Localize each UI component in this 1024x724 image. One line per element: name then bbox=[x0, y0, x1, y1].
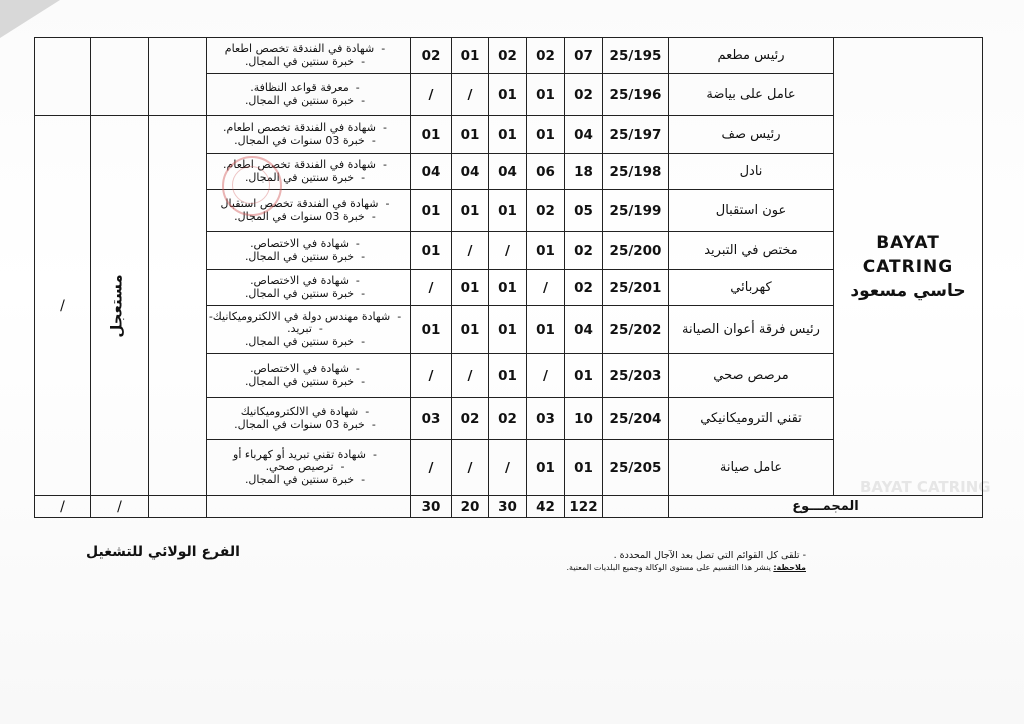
job-title: مختص في التبريد bbox=[669, 232, 834, 270]
count-cell: 18 bbox=[565, 154, 603, 190]
count-cell: 02 bbox=[565, 74, 603, 116]
job-title: مرصص صحي bbox=[669, 354, 834, 398]
count-cell: / bbox=[452, 232, 489, 270]
requirements bbox=[207, 398, 411, 440]
requirement-line: - معرفة قواعد النظافة. bbox=[207, 82, 410, 95]
company-name-line1: BAYAT bbox=[876, 232, 940, 253]
slash-cell: / bbox=[35, 116, 91, 496]
count-cell: 01 bbox=[527, 306, 565, 354]
requirements bbox=[207, 232, 411, 270]
requirement-line: - شهادة في الاختصاص. bbox=[207, 275, 410, 288]
empty-cell bbox=[149, 116, 207, 496]
count-cell: 01 bbox=[489, 190, 527, 232]
branch-signature: الفرع الولائي للتشغيل bbox=[86, 544, 240, 560]
note-label: ملاحظة: bbox=[773, 563, 806, 572]
job-title: عامل صيانة bbox=[669, 440, 834, 496]
count-cell: 04 bbox=[565, 116, 603, 154]
count-cell: 01 bbox=[489, 306, 527, 354]
requirements bbox=[207, 354, 411, 398]
company-name-line2: CATRING bbox=[862, 256, 954, 277]
notes-block bbox=[567, 550, 806, 574]
count-cell: 01 bbox=[452, 270, 489, 306]
requirement-line: - خبرة سنتين في المجال. bbox=[207, 376, 410, 389]
count-cell: / bbox=[411, 354, 452, 398]
count-cell: / bbox=[411, 270, 452, 306]
job-title: عامل على بياضة bbox=[669, 74, 834, 116]
folded-corner bbox=[0, 0, 60, 38]
offer-code: 25/204 bbox=[603, 398, 669, 440]
requirement-line: - خبرة سنتين في المجال. bbox=[207, 56, 410, 69]
count-cell: 01 bbox=[452, 306, 489, 354]
offer-code: 25/200 bbox=[603, 232, 669, 270]
note-text-1: تلقى كل القوائم التي تصل بعد الآجال المحددة . bbox=[613, 550, 800, 561]
total-count: 20 bbox=[452, 496, 489, 518]
requirement-line: - شهادة في الاختصاص. bbox=[207, 238, 410, 251]
requirement-line: - شهادة تقني تبريد أو كهرباء أو bbox=[207, 449, 410, 462]
count-cell: 01 bbox=[527, 116, 565, 154]
requirement-line: - خبرة 03 سنوات في المجال. bbox=[207, 135, 410, 148]
requirement-line: - خبرة 03 سنوات في المجال. bbox=[207, 419, 410, 432]
count-cell: 04 bbox=[565, 306, 603, 354]
requirement-line: - خبرة سنتين في المجال. bbox=[207, 288, 410, 301]
total-count: 122 bbox=[565, 496, 603, 518]
count-cell: 10 bbox=[565, 398, 603, 440]
requirement-line: - خبرة سنتين في المجال. bbox=[207, 172, 410, 185]
count-cell: 06 bbox=[527, 154, 565, 190]
count-cell: 01 bbox=[489, 354, 527, 398]
job-title: عون استقبال bbox=[669, 190, 834, 232]
count-cell: 01 bbox=[527, 232, 565, 270]
bleed-through-text: BAYAT CATRING bbox=[860, 478, 991, 496]
count-cell: / bbox=[411, 74, 452, 116]
count-cell: 04 bbox=[411, 154, 452, 190]
count-cell: 01 bbox=[411, 116, 452, 154]
note-text-2: ينشر هذا التقسيم على مستوى الوكالة وجميع البلديات المعنية. bbox=[566, 563, 771, 572]
requirement-line: - شهادة في الفندقة تخصص اطعام. bbox=[207, 159, 410, 172]
count-cell: / bbox=[452, 440, 489, 496]
job-title: نادل bbox=[669, 154, 834, 190]
requirements bbox=[207, 306, 411, 354]
requirement-line: - شهادة في الفندقة تخصص اطعام bbox=[207, 43, 410, 56]
total-slash: / bbox=[35, 496, 91, 518]
requirement-line: - خبرة سنتين في المجال. bbox=[207, 95, 410, 108]
count-cell: 01 bbox=[411, 190, 452, 232]
requirement-line: - خبرة سنتين في المجال. bbox=[207, 251, 410, 264]
count-cell: 07 bbox=[565, 38, 603, 74]
total-count: 42 bbox=[527, 496, 565, 518]
offer-code: 25/195 bbox=[603, 38, 669, 74]
offer-code: 25/199 bbox=[603, 190, 669, 232]
count-cell: 01 bbox=[411, 232, 452, 270]
count-cell: 01 bbox=[452, 38, 489, 74]
count-cell: 01 bbox=[452, 116, 489, 154]
count-cell: 03 bbox=[411, 398, 452, 440]
empty-cell bbox=[35, 38, 91, 116]
company-location: حاسي مسعود bbox=[850, 280, 966, 301]
count-cell: 02 bbox=[527, 190, 565, 232]
empty-cell bbox=[603, 496, 669, 518]
count-cell: 04 bbox=[489, 154, 527, 190]
count-cell: / bbox=[411, 440, 452, 496]
job-title: رئيس صف bbox=[669, 116, 834, 154]
count-cell: 01 bbox=[489, 116, 527, 154]
requirement-line: - شهادة في الاختصاص. bbox=[207, 363, 410, 376]
requirement-line: - خبرة سنتين في المجال. bbox=[207, 336, 410, 349]
count-cell: 02 bbox=[565, 270, 603, 306]
count-cell: 01 bbox=[489, 74, 527, 116]
requirement-line: - تبريد. bbox=[207, 323, 410, 336]
job-title: كهربائي bbox=[669, 270, 834, 306]
count-cell: 02 bbox=[565, 232, 603, 270]
count-cell: 02 bbox=[527, 38, 565, 74]
offer-code: 25/203 bbox=[603, 354, 669, 398]
empty-cell bbox=[149, 38, 207, 116]
requirement-line: - خبرة 03 سنوات في المجال. bbox=[207, 211, 410, 224]
count-cell: / bbox=[527, 354, 565, 398]
count-cell: / bbox=[489, 232, 527, 270]
note-line-2 bbox=[567, 562, 806, 574]
count-cell: 05 bbox=[565, 190, 603, 232]
offer-code: 25/196 bbox=[603, 74, 669, 116]
note-line-1: - تلقى كل القوائم التي تصل بعد الآجال المحددة . bbox=[613, 550, 806, 561]
requirements bbox=[207, 116, 411, 154]
count-cell: 02 bbox=[452, 398, 489, 440]
offer-code: 25/205 bbox=[603, 440, 669, 496]
offer-code: 25/197 bbox=[603, 116, 669, 154]
faded-stamp bbox=[222, 156, 282, 216]
job-title: رئيس مطعم bbox=[669, 38, 834, 74]
offer-code: 25/198 bbox=[603, 154, 669, 190]
count-cell: / bbox=[452, 354, 489, 398]
count-cell: 01 bbox=[565, 440, 603, 496]
table-row bbox=[35, 38, 983, 74]
total-count: 30 bbox=[489, 496, 527, 518]
count-cell: 01 bbox=[411, 306, 452, 354]
requirements bbox=[207, 440, 411, 496]
count-cell: / bbox=[489, 440, 527, 496]
job-title: تقني التروميكانيكي bbox=[669, 398, 834, 440]
count-cell: 02 bbox=[411, 38, 452, 74]
count-cell: 01 bbox=[452, 190, 489, 232]
faded-stamp-inner-ring bbox=[232, 166, 270, 204]
urgency-label: مستعجل bbox=[107, 273, 126, 338]
job-title: رئيس فرقة أعوان الصيانة bbox=[669, 306, 834, 354]
offer-code: 25/201 bbox=[603, 270, 669, 306]
company-cell bbox=[834, 38, 983, 496]
empty-cell bbox=[207, 496, 411, 518]
count-cell: 01 bbox=[565, 354, 603, 398]
requirement-line: - شهادة في الفندقة تخصص اطعام. bbox=[207, 122, 410, 135]
empty-cell bbox=[91, 38, 149, 116]
total-label: المجمـــوع bbox=[669, 496, 983, 518]
count-cell: / bbox=[527, 270, 565, 306]
count-cell: 04 bbox=[452, 154, 489, 190]
job-offers-table bbox=[34, 37, 983, 518]
total-slash: / bbox=[91, 496, 149, 518]
count-cell: 02 bbox=[489, 398, 527, 440]
count-cell: 01 bbox=[527, 440, 565, 496]
count-cell: 02 bbox=[489, 38, 527, 74]
count-cell: 01 bbox=[489, 270, 527, 306]
requirement-line: - خبرة سنتين في المجال. bbox=[207, 474, 410, 487]
count-cell: 03 bbox=[527, 398, 565, 440]
requirement-line: - شهادة في الالكتروميكانيك bbox=[207, 406, 410, 419]
requirement-line: - شهادة مهندس دولة في الالكتروميكانيك- bbox=[207, 311, 410, 324]
requirements bbox=[207, 38, 411, 74]
requirement-line: - ترصيص صحي. bbox=[207, 461, 410, 474]
total-count: 30 bbox=[411, 496, 452, 518]
offer-code: 25/202 bbox=[603, 306, 669, 354]
requirement-line: - شهادة في الفندقة تخصص استقبال bbox=[207, 198, 410, 211]
count-cell: 01 bbox=[527, 74, 565, 116]
urgency-status bbox=[91, 116, 149, 496]
count-cell: / bbox=[452, 74, 489, 116]
total-row bbox=[35, 496, 983, 518]
requirements bbox=[207, 74, 411, 116]
requirements bbox=[207, 270, 411, 306]
empty-cell bbox=[149, 496, 207, 518]
